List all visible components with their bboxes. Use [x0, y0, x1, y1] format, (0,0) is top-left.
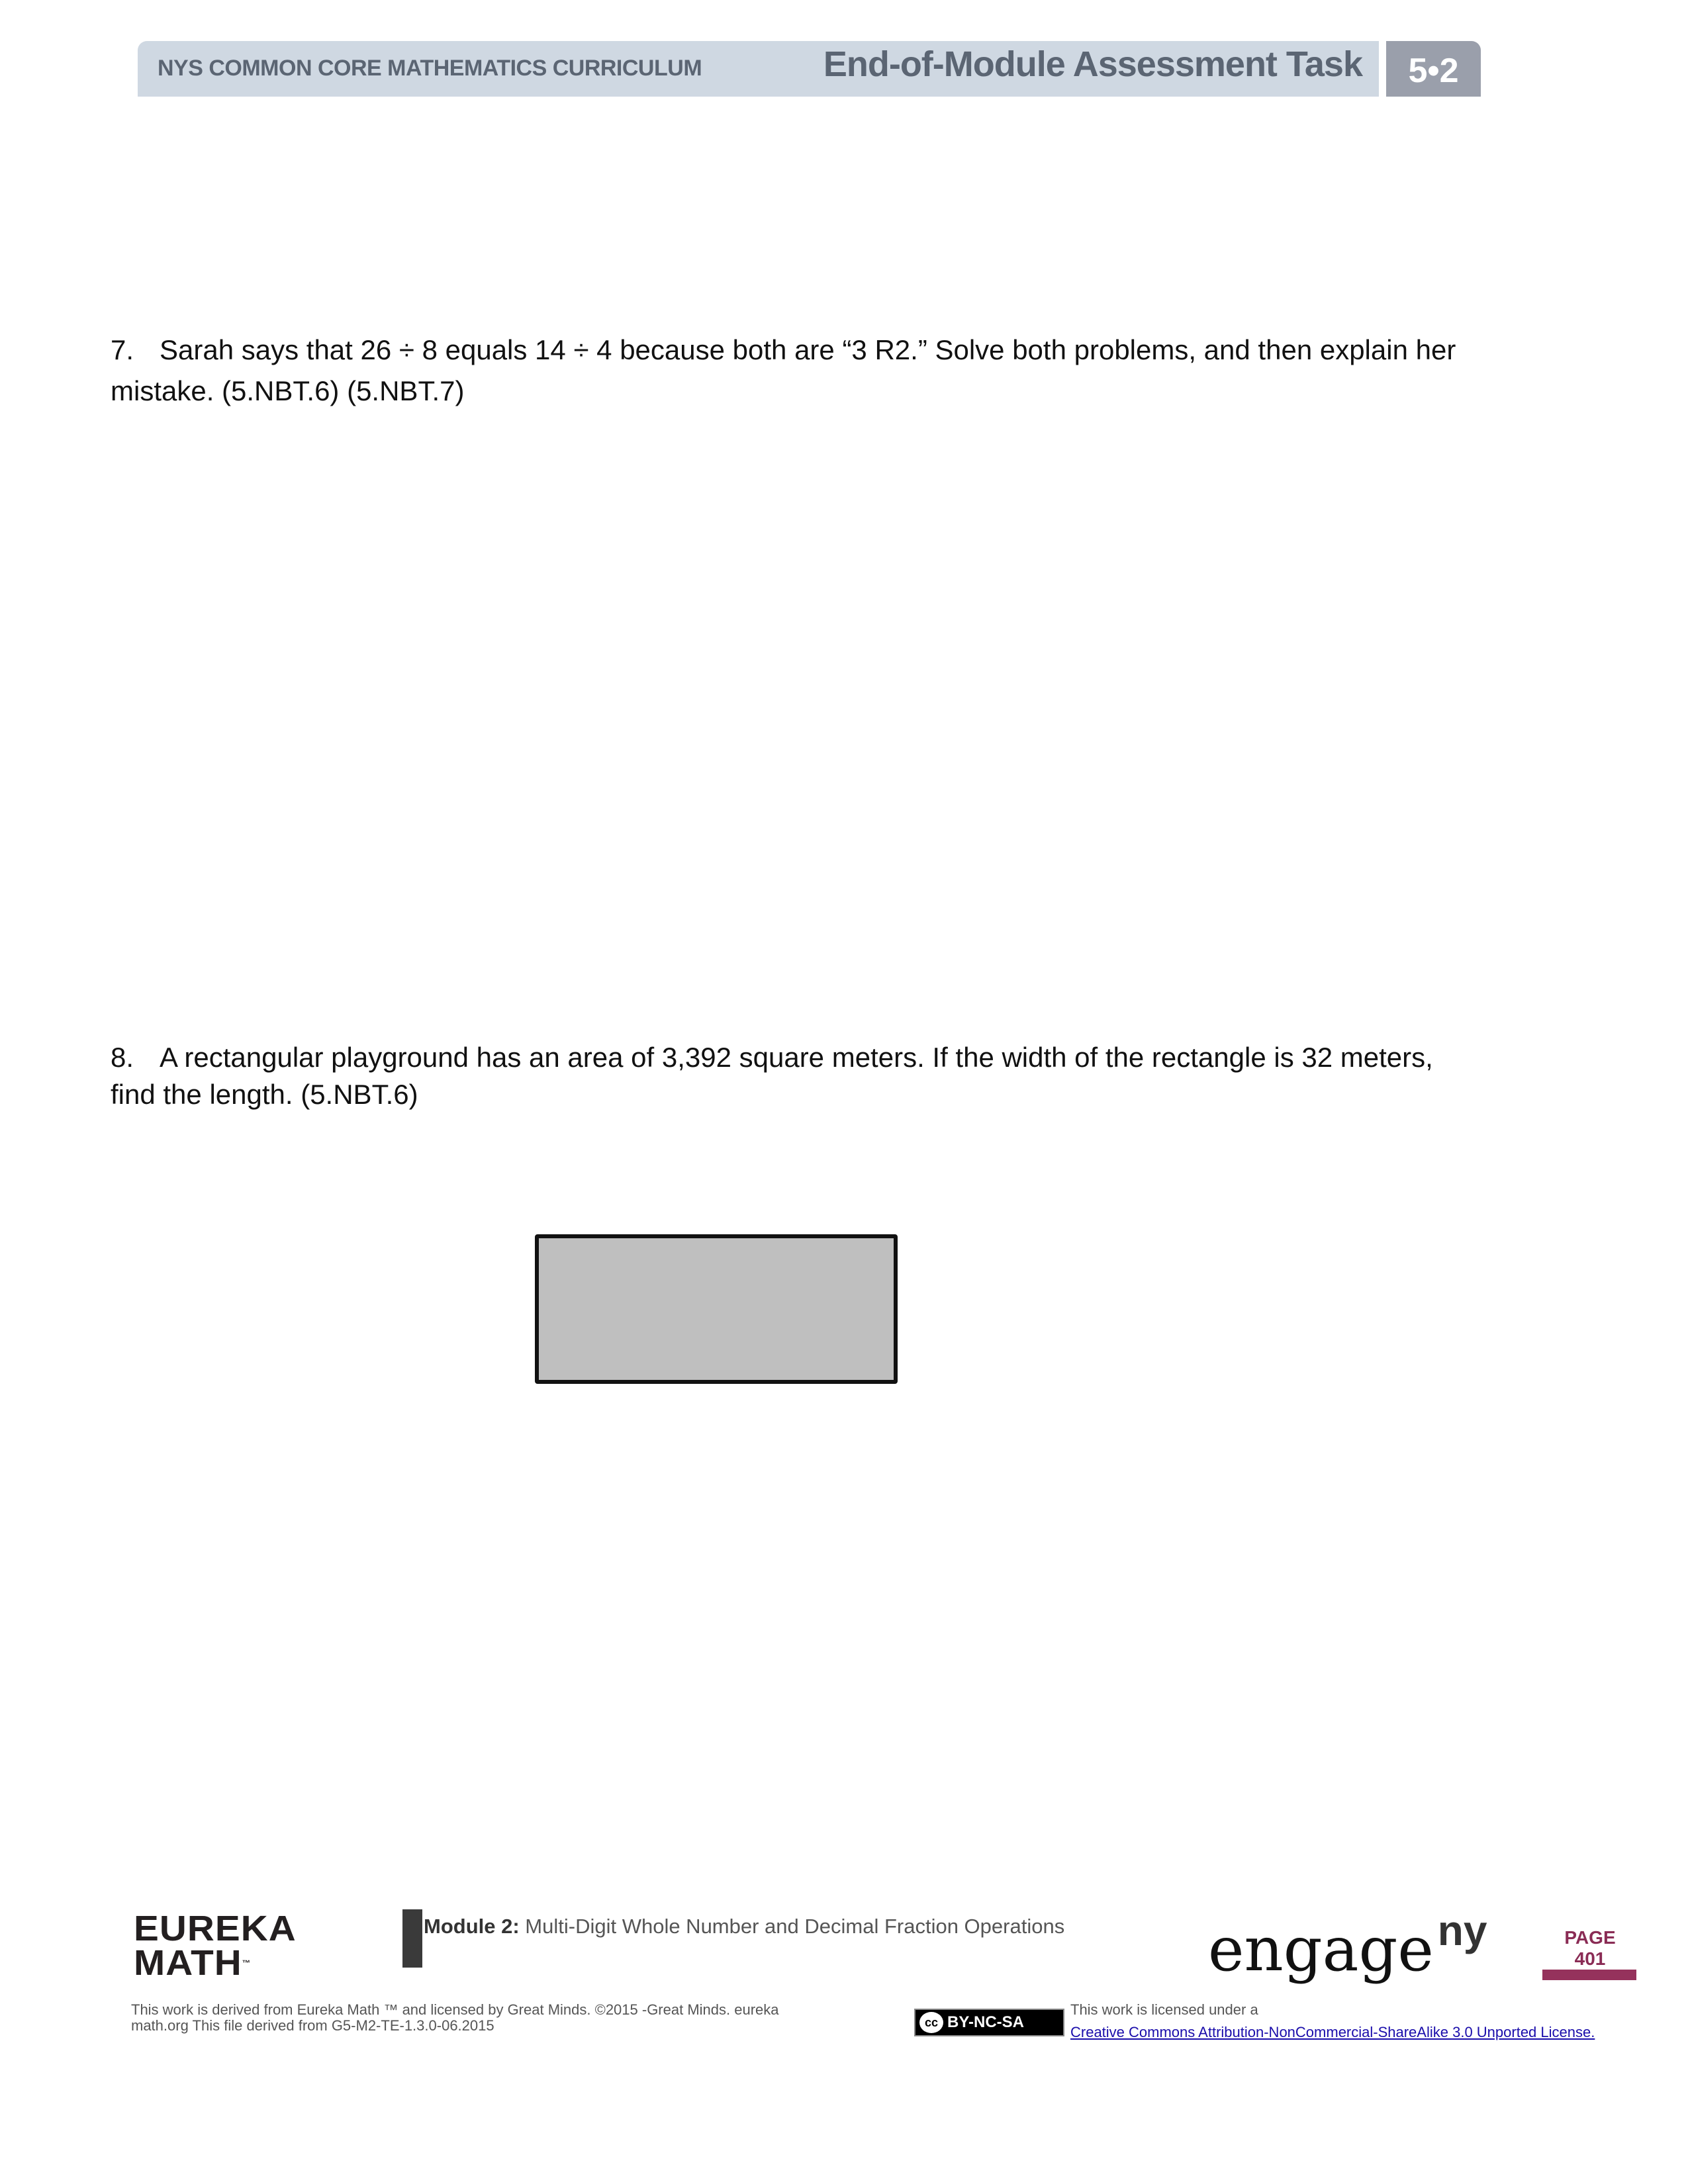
- license-notice: [1070, 1999, 1595, 2044]
- page-bar: [1542, 1970, 1636, 1980]
- grade-module-badge: 5•2: [1386, 41, 1481, 97]
- question-text: find the length. (5.NBT.6): [111, 1079, 418, 1110]
- license-link[interactable]: Creative Commons Attribution-NonCommercial-ShareAlike 3.0 Unported License.: [1070, 2024, 1595, 2040]
- logo-line: EUREKA: [134, 1909, 297, 1948]
- cc-icon: cc: [919, 2012, 943, 2033]
- question-7: [111, 330, 1501, 412]
- module-name: Multi-Digit Whole Number and Decimal Fraction Operations: [525, 1915, 1065, 1938]
- module-title: [424, 1915, 1064, 1938]
- question-text: A rectangular playground has an area of 3,392 square meters. If the width of the rectangle is 32 meters,: [160, 1042, 1433, 1073]
- cc-license-badge: [914, 2009, 1064, 2036]
- curriculum-label: NYS COMMON CORE MATHEMATICS CURRICULUM: [158, 56, 702, 81]
- question-number: 7.: [111, 334, 134, 365]
- page-number: [1544, 1927, 1636, 1970]
- logo-text: engage: [1208, 1914, 1434, 1985]
- logo-line: MATH: [134, 1943, 242, 1983]
- question-number: 8.: [111, 1042, 134, 1073]
- module-bar: [402, 1909, 422, 1968]
- module-label: Module 2:: [424, 1915, 520, 1938]
- trademark: ™: [242, 1958, 252, 1968]
- notice-line: math.org This file derived from G5-M2-TE-1.3.0-06.2015: [131, 2017, 494, 2034]
- playground-rectangle: [535, 1234, 898, 1384]
- logo-text: ny: [1437, 1907, 1487, 1954]
- engageny-logo: [1208, 1906, 1487, 1985]
- page-label: PAGE: [1564, 1927, 1616, 1948]
- derived-notice: [131, 2002, 859, 2034]
- eureka-math-logo: [134, 1909, 297, 1983]
- page-value: 401: [1574, 1948, 1606, 1969]
- question-8: [111, 1039, 1501, 1113]
- license-intro: This work is licensed under a: [1070, 2001, 1258, 2018]
- cc-badge-text: BY-NC-SA: [947, 2013, 1025, 2031]
- question-text: Sarah says that 26 ÷ 8 equals 14 ÷ 4 because both are “3 R2.” Solve both problems, and then explain her: [160, 334, 1456, 365]
- page-header: [138, 41, 1379, 97]
- task-title: End-of-Module Assessment Task: [823, 44, 1362, 84]
- question-text: mistake. (5.NBT.6) (5.NBT.7): [111, 375, 465, 406]
- notice-line: This work is derived from Eureka Math ™ and licensed by Great Minds. ©2015 -Great Minds. eureka: [131, 2001, 779, 2018]
